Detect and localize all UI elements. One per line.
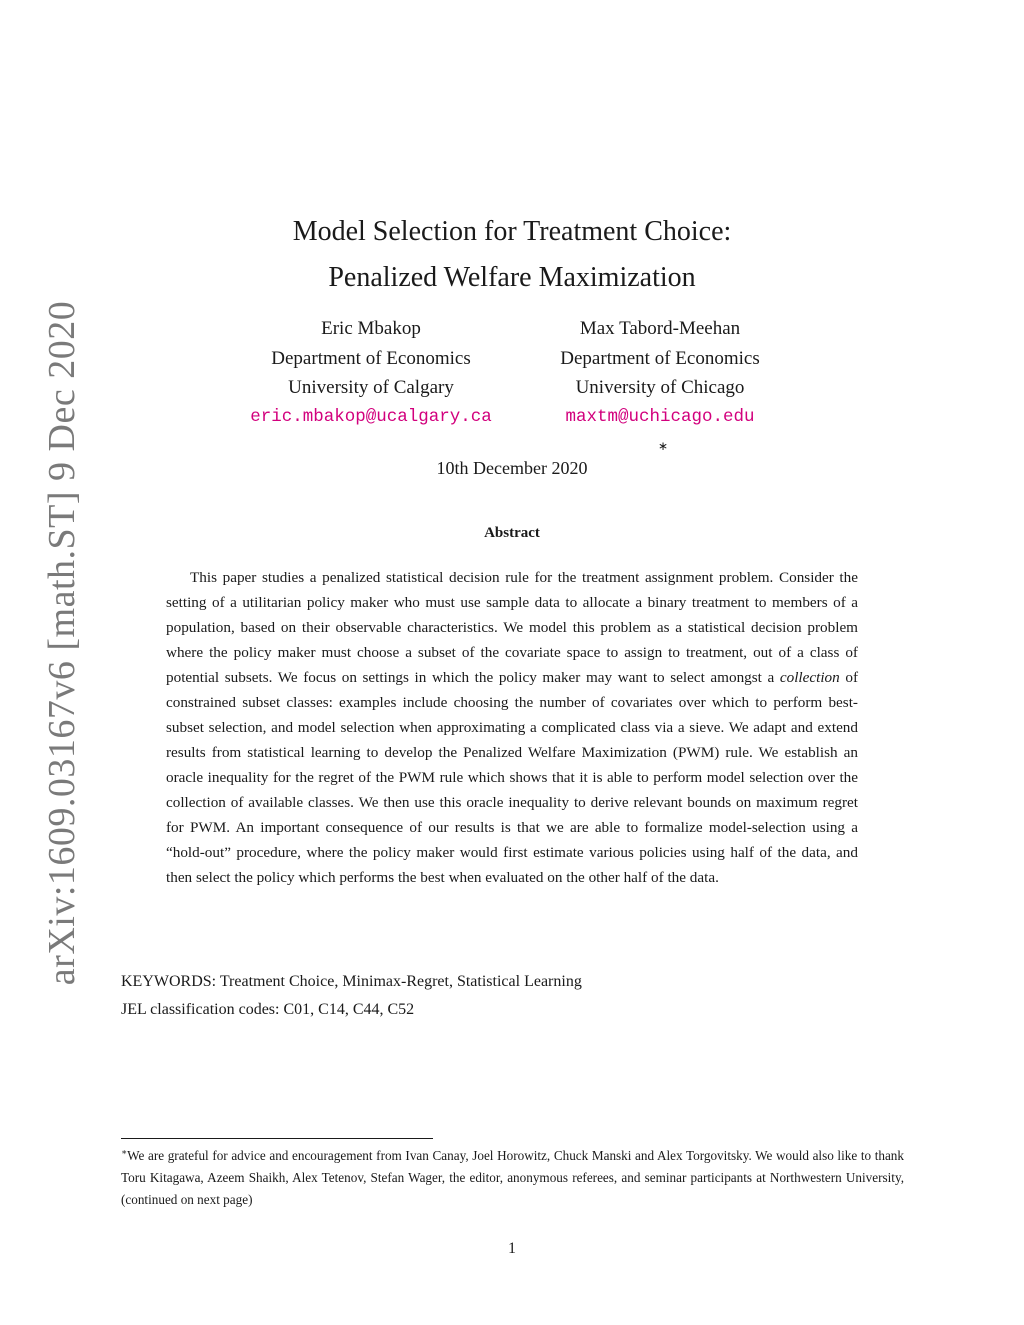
abstract-emphasis: collection — [779, 669, 840, 686]
author-university: University of Calgary — [288, 377, 454, 398]
footnote-marker[interactable]: ∗ — [657, 439, 669, 453]
author-email-link[interactable]: maxtm@uchicago.edu — [565, 406, 755, 427]
author-email-link[interactable]: eric.mbakop@ucalgary.ca — [250, 406, 492, 427]
abstract-text-part-2: of constrained subset classes: examples include choosing the number of covariates over which to perform best-subset selection, and model selection when approximating a complicated class via a sieve. We adapt and extend results from statistical learning to develop the Penalized Welfare Maximization (PWM) rule. We establish an oracle inequality for the regret of the PWM rule which shows that it is able to perform model selection over the collection of available classes. We then use this oracle inequality to derive relevant bounds on maximum regret for PWM. An important consequence of our results is that we are able to formalize model-selection using a “hold-out” procedure, where the policy maker would first estimate various policies using half of the data, and then select the policy which performs the best when evaluated on the other half of the data. — [166, 669, 859, 886]
page-number: 1 — [508, 1240, 516, 1257]
paper-title-line-2: Penalized Welfare Maximization — [328, 261, 696, 293]
paper-title — [0, 209, 1024, 301]
author-email-line — [510, 403, 810, 462]
keywords-line: KEYWORDS: Treatment Choice, Minimax-Regret, Statistical Learning — [121, 973, 582, 990]
author-block-1 — [221, 314, 521, 432]
arxiv-identifier-stamp: arXiv:1609.03167v6 [math.ST] 9 Dec 2020 — [41, 300, 83, 986]
keywords-section — [121, 968, 582, 1024]
abstract-text-part-1: This paper studies a penalized statistical decision rule for the treatment assignment problem. Consider the setting of a utilitarian policy maker who must use sample data to allocate a binary treatment to members of a population, based on their observable characteristics. We model this problem as a statistical decision problem where the policy maker must choose a subset of the covariate space to assign to treatment, out of a class of potential subsets. We focus on settings in which the policy maker may want to select amongst a — [166, 569, 858, 686]
abstract-heading: Abstract — [484, 525, 540, 541]
footnote-divider — [121, 1138, 433, 1139]
paper-title-line-1: Model Selection for Treatment Choice: — [292, 215, 732, 247]
author-name: Max Tabord-Meehan — [579, 318, 741, 339]
jel-codes-line: JEL classification codes: C01, C14, C44, C52 — [121, 1001, 415, 1018]
footnote — [121, 1145, 904, 1211]
author-department: Department of Economics — [560, 347, 760, 369]
author-name: Eric Mbakop — [321, 318, 421, 339]
footnote-mark: ∗ — [121, 1147, 128, 1157]
footnote-text: We are grateful for advice and encouragement from Ivan Canay, Joel Horowitz, Chuck Manski and Alex Torgovitsky. We would also like to thank Toru Kitagawa, Azeem Shaikh, Alex Tetenov, Stefan Wager, the editor, anonymous referees, and seminar participants at Northwestern University, (continued on next page) — [121, 1148, 904, 1207]
publication-date: 10th December 2020 — [436, 458, 588, 478]
author-block-2 — [510, 314, 810, 462]
abstract-text — [166, 565, 858, 890]
author-university: University of Chicago — [575, 377, 745, 398]
author-department: Department of Economics — [271, 347, 471, 369]
